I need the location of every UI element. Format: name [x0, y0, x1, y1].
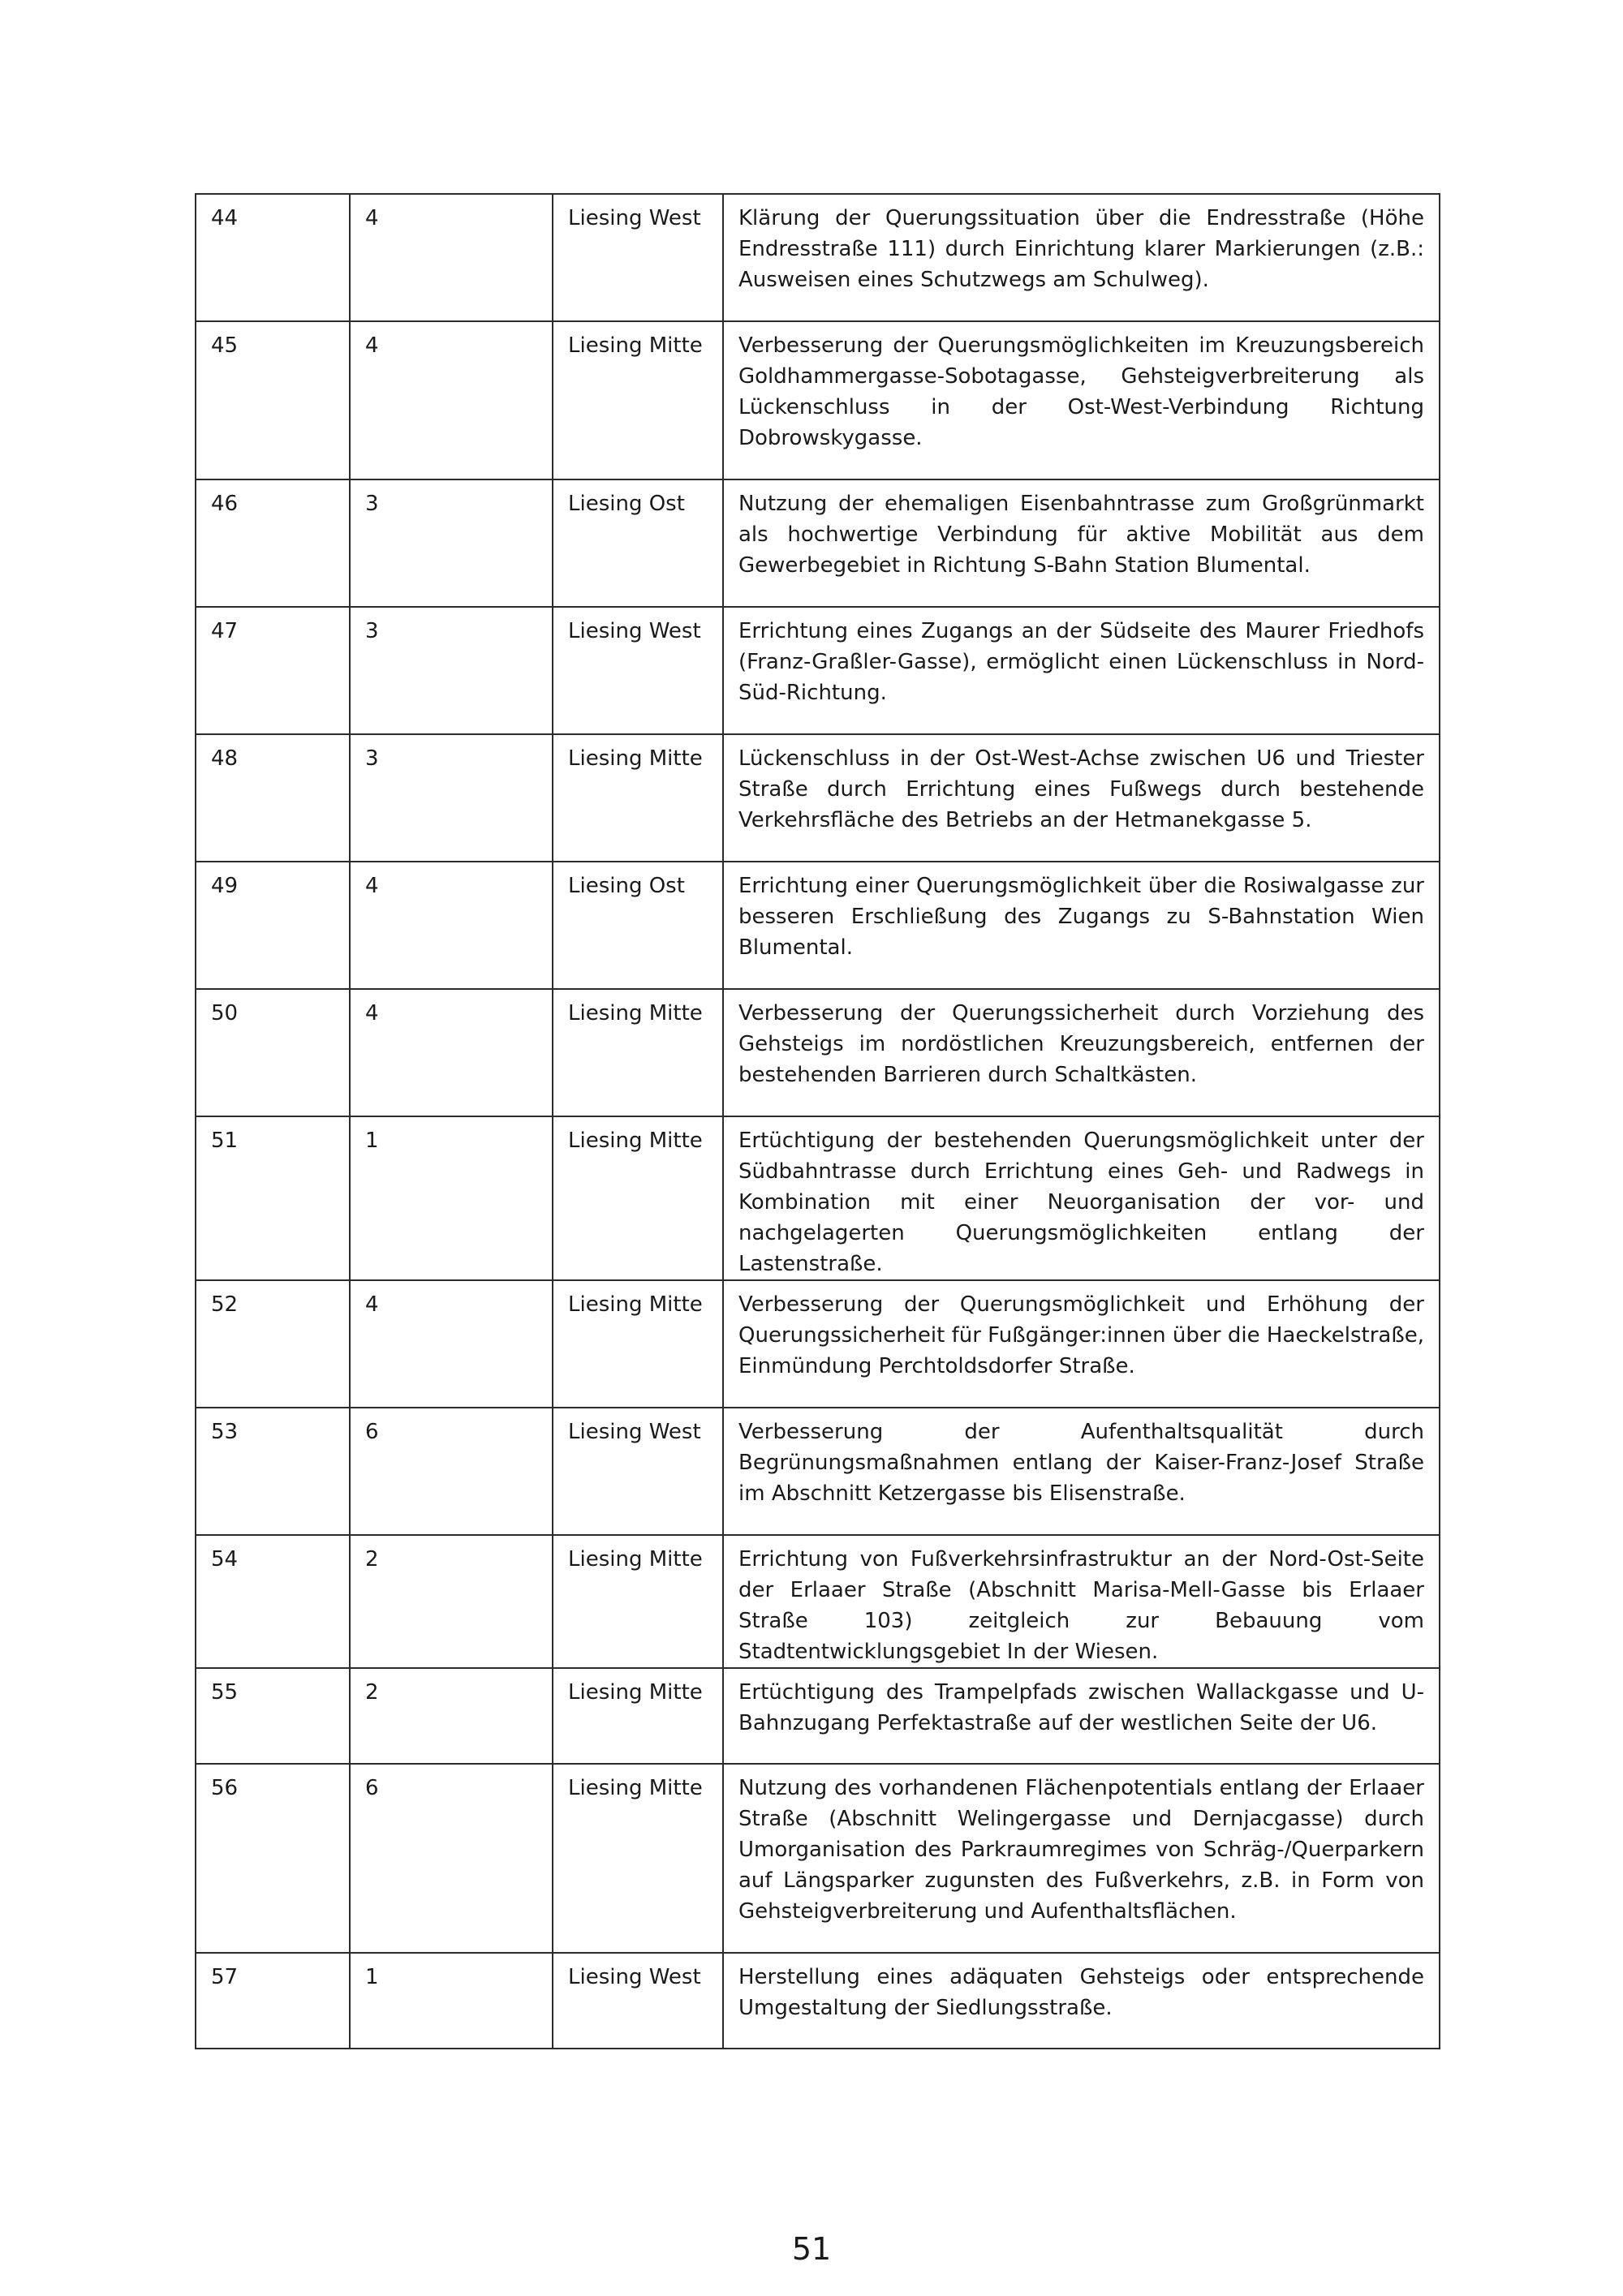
measure-number: 54: [196, 1535, 350, 1668]
table-row: [196, 1116, 1440, 1280]
priority: 3: [350, 479, 553, 607]
page-number: 51: [791, 2231, 832, 2267]
table-row: [196, 607, 1440, 734]
table-row: [196, 1764, 1440, 1953]
description-text: Verbesserung der Querungsmöglichkeiten im Kreuzungsbereich Goldhammergasse-Sobotagasse, Gehsteigverbreiterung als Lückenschluss in der Ost-West-Verbindung Richtung Dobrowskygasse.: [738, 333, 1424, 450]
table-row: [196, 989, 1440, 1116]
priority: 3: [350, 607, 553, 734]
measure-description: [723, 1953, 1440, 2049]
area: Liesing Mitte: [553, 321, 723, 479]
measure-number: 55: [196, 1668, 350, 1764]
table-row: [196, 1535, 1440, 1668]
measure-description: [723, 1764, 1440, 1953]
description-text: Ertüchtigung der bestehenden Querungsmöglichkeit unter der Südbahntrasse durch Errichtung eines Geh- und Radwegs in Kombination mit einer Neuorganisation der vor- und nachgelagerten Querungsmöglichkeiten entlang der Lastenstraße.: [738, 1129, 1424, 1276]
measure-description: [723, 1535, 1440, 1668]
table-row: [196, 1408, 1440, 1535]
measure-description: [723, 321, 1440, 479]
priority: 4: [350, 1280, 553, 1408]
table-row: [196, 194, 1440, 321]
measure-description: [723, 479, 1440, 607]
table-row: [196, 734, 1440, 862]
description-text: Nutzung des vorhandenen Flächenpotentials entlang der Erlaaer Straße (Abschnitt Welingergasse und Dernjacgasse) durch Umorganisation des Parkraumregimes von Schräg-/Querparkern auf Längsparker zugunsten des Fußverkehrs, z.B. in Form von Gehsteigverbreiterung und Aufenthaltsflächen.: [738, 1776, 1424, 1924]
area: Liesing Mitte: [553, 734, 723, 862]
measure-number: 44: [196, 194, 350, 321]
area: Liesing Mitte: [553, 1116, 723, 1280]
description-text: Lückenschluss in der Ost-West-Achse zwischen U6 und Triester Straße durch Errichtung eines Fußwegs durch bestehende Verkehrsfläche des Betriebs an der Hetmanekgasse 5.: [738, 746, 1424, 832]
measure-description: [723, 734, 1440, 862]
area: Liesing Mitte: [553, 1764, 723, 1953]
table-row: [196, 321, 1440, 479]
measure-description: [723, 1668, 1440, 1764]
priority: 4: [350, 989, 553, 1116]
description-text: Errichtung eines Zugangs an der Südseite des Maurer Friedhofs (Franz-Graßler-Gasse), ermöglicht einen Lückenschluss in Nord-Süd-Richtung.: [738, 619, 1424, 705]
measure-number: 49: [196, 862, 350, 989]
measure-number: 57: [196, 1953, 350, 2049]
table-row: [196, 1953, 1440, 2049]
description-text: Verbesserung der Querungssicherheit durch Vorziehung des Gehsteigs im nordöstlichen Kreuzungsbereich, entfernen der bestehenden Barrieren durch Schaltkästen.: [738, 1001, 1424, 1087]
table-row: [196, 1280, 1440, 1408]
priority: 6: [350, 1764, 553, 1953]
table-row: [196, 1668, 1440, 1764]
measure-number: 46: [196, 479, 350, 607]
area: Liesing Mitte: [553, 1535, 723, 1668]
measure-number: 53: [196, 1408, 350, 1535]
description-text: Verbesserung der Aufenthaltsqualität durch Begrünungsmaßnahmen entlang der Kaiser-Franz-Josef Straße im Abschnitt Ketzergasse bis Elisenstraße.: [738, 1420, 1424, 1506]
measure-number: 52: [196, 1280, 350, 1408]
measure-number: 56: [196, 1764, 350, 1953]
measure-description: [723, 862, 1440, 989]
measures-table: [195, 193, 1440, 2049]
measure-description: [723, 1408, 1440, 1535]
priority: 2: [350, 1668, 553, 1764]
measure-description: [723, 194, 1440, 321]
area: Liesing Ost: [553, 479, 723, 607]
description-text: Klärung der Querungssituation über die Endresstraße (Höhe Endresstraße 111) durch Einrichtung klarer Markierungen (z.B.: Ausweisen eines Schutzwegs am Schulweg).: [738, 206, 1424, 292]
description-text: Nutzung der ehemaligen Eisenbahntrasse zum Großgrünmarkt als hochwertige Verbindung für aktive Mobilität aus dem Gewerbegebiet in Richtung S-Bahn Station Blumental.: [738, 492, 1424, 578]
priority: 4: [350, 194, 553, 321]
priority: 3: [350, 734, 553, 862]
area: Liesing West: [553, 607, 723, 734]
area: Liesing West: [553, 1408, 723, 1535]
area: Liesing Ost: [553, 862, 723, 989]
area: Liesing West: [553, 1953, 723, 2049]
priority: 2: [350, 1535, 553, 1668]
measure-number: 48: [196, 734, 350, 862]
priority: 1: [350, 1116, 553, 1280]
area: Liesing West: [553, 194, 723, 321]
measure-description: [723, 1280, 1440, 1408]
measure-number: 51: [196, 1116, 350, 1280]
priority: 1: [350, 1953, 553, 2049]
area: Liesing Mitte: [553, 1668, 723, 1764]
description-text: Ertüchtigung des Trampelpfads zwischen Wallackgasse und U-Bahnzugang Perfektastraße auf der westlichen Seite der U6.: [738, 1680, 1424, 1735]
measure-number: 45: [196, 321, 350, 479]
priority: 6: [350, 1408, 553, 1535]
description-text: Herstellung eines adäquaten Gehsteigs oder entsprechende Umgestaltung der Siedlungsstraße.: [738, 1965, 1424, 2020]
description-text: Verbesserung der Querungsmöglichkeit und Erhöhung der Querungssicherheit für Fußgänger:innen über die Haeckelstraße, Einmündung Perchtoldsdorfer Straße.: [738, 1292, 1424, 1378]
description-text: Errichtung von Fußverkehrsinfrastruktur an der Nord-Ost-Seite der Erlaaer Straße (Abschnitt Marisa-Mell-Gasse bis Erlaaer Straße 103) zeitgleich zur Bebauung vom Stadtentwicklungsgebiet In der Wiesen.: [738, 1547, 1424, 1664]
table-row: [196, 862, 1440, 989]
measure-description: [723, 607, 1440, 734]
table-row: [196, 479, 1440, 607]
measure-number: 47: [196, 607, 350, 734]
measure-description: [723, 989, 1440, 1116]
measure-description: [723, 1116, 1440, 1280]
priority: 4: [350, 321, 553, 479]
area: Liesing Mitte: [553, 1280, 723, 1408]
measure-number: 50: [196, 989, 350, 1116]
description-text: Errichtung einer Querungsmöglichkeit über die Rosiwalgasse zur besseren Erschließung des Zugangs zu S-Bahnstation Wien Blumental.: [738, 874, 1424, 960]
area: Liesing Mitte: [553, 989, 723, 1116]
priority: 4: [350, 862, 553, 989]
